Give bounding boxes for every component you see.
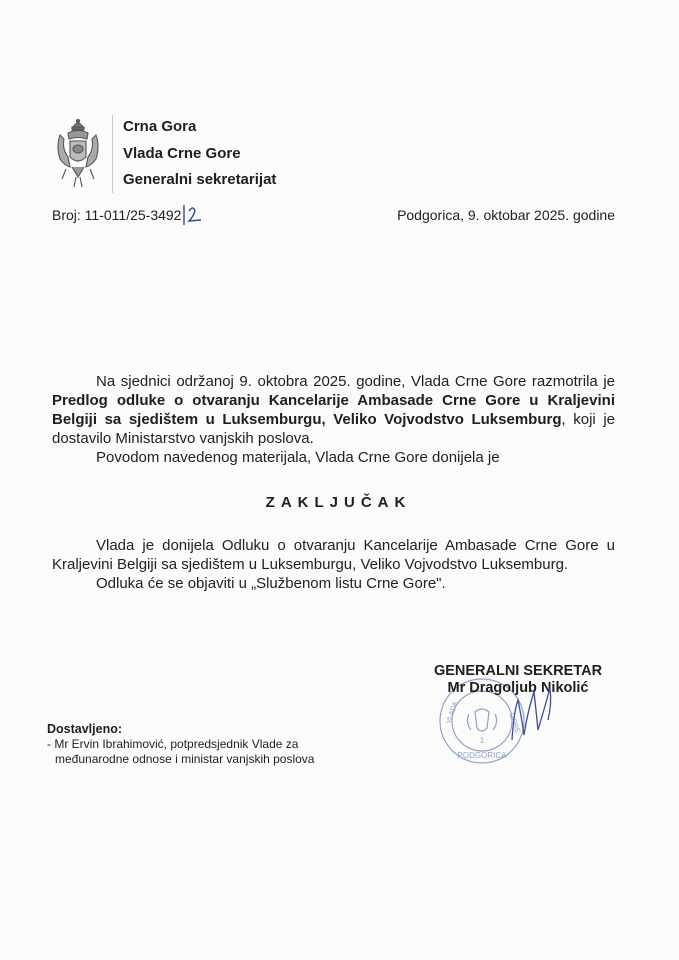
session-intro-text: Na sjednici održanoj 9. oktobra 2025. godine, Vlada Crne Gore razmotrila je — [96, 373, 615, 390]
svg-text:GORE: GORE — [507, 712, 521, 735]
conclusion-heading: ZAKLJUČAK — [265, 494, 412, 511]
reference-number-wrap — [52, 206, 181, 224]
reference-row — [52, 206, 615, 224]
svg-text:PODGORICA: PODGORICA — [457, 751, 507, 760]
svg-text:1: 1 — [479, 736, 485, 745]
letterhead-department: Generalni sekretarijat — [123, 171, 277, 188]
svg-text:VLADA: VLADA — [445, 700, 460, 725]
document-body — [52, 372, 615, 593]
handwritten-suffix-mark — [181, 203, 207, 227]
signatory-title: GENERALNI SEKRETAR — [433, 663, 603, 679]
paragraph-publication: Odluka će se objaviti u „Službenom listu Crne Gore". — [96, 575, 446, 592]
distribution-item: - Mr Ervin Ibrahimović, potpredsjednik Vlade za — [47, 737, 299, 751]
distribution-item-continuation: međunarodne odnose i ministar vanjskih poslova — [55, 752, 315, 766]
letterhead-country: Crna Gora — [123, 118, 197, 135]
distribution-list — [47, 722, 314, 767]
letterhead-divider — [112, 115, 113, 193]
signatory-name: Mr Dragoljub Nikolić — [447, 680, 589, 696]
paragraph-session — [52, 372, 615, 448]
proposal-title: Predlog odluke o otvaranju Kancelarije Ambasade Crne Gore u Kraljevini Belgiji sa sjedištem u Luksemburgu, Veliko Vojvodstvo Luksemburg — [52, 392, 615, 428]
reference-number: Broj: 11-011/25-3492 — [52, 207, 182, 223]
handwritten-signature — [508, 680, 568, 742]
letterhead-government: Vlada Crne Gore — [123, 144, 241, 162]
session-end-text: , koji je dostavilo Ministarstvo vanjskih poslova. — [52, 411, 615, 447]
place-and-date: Podgorica, 9. oktobar 2025. godine — [397, 207, 615, 223]
letterhead — [54, 115, 276, 193]
paragraph-adopted: Povodom navedenog materijala, Vlada Crne Gore donijela je — [96, 449, 500, 466]
montenegro-coat-of-arms-icon — [54, 117, 102, 189]
distribution-title: Dostavljeno: — [47, 722, 123, 736]
paragraph-decision: Vlada je donijela Odluku o otvaranju Kancelarije Ambasade Crne Gore u Kraljevini Belgiji sa sjedištem u Luksemburgu, Veliko Vojvodstvo Luksemburg. — [52, 537, 615, 573]
